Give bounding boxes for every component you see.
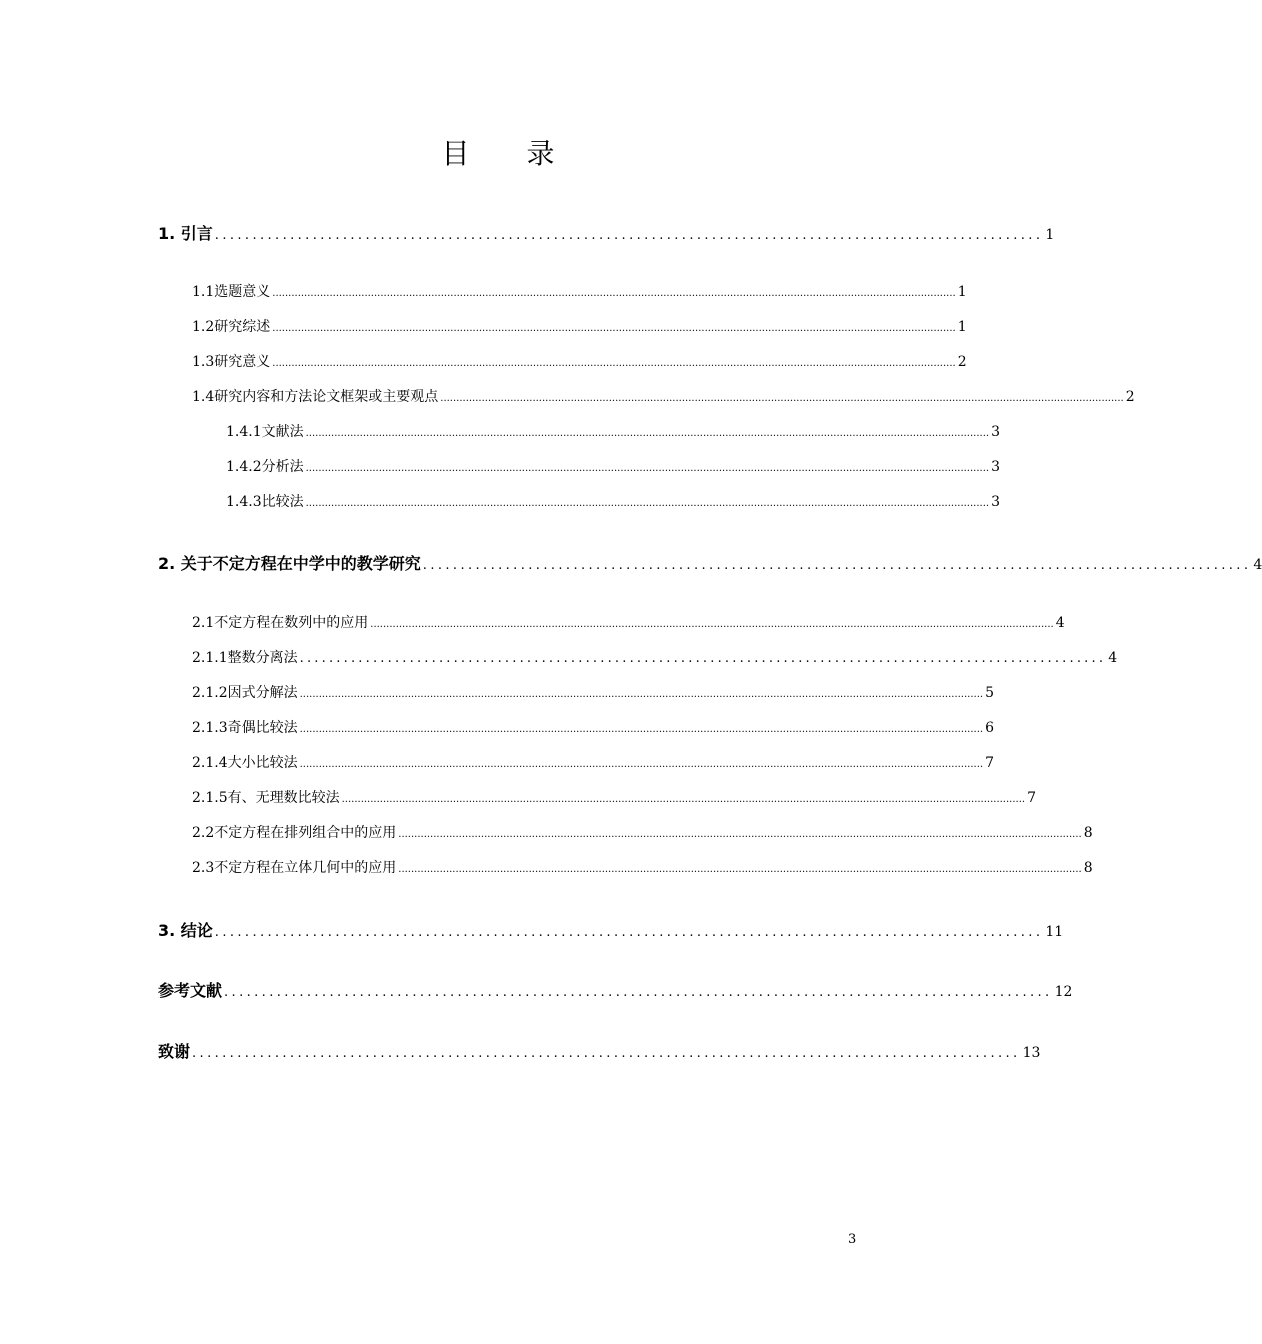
toc-entry-page: 8 [1083,825,1093,841]
toc-entry-1[interactable] [158,221,1055,244]
toc-entry-label: 1.3研究意义 [192,354,271,370]
dot-leader: .............................................................................................................. [299,651,1107,666]
dot-leader: .............................................................................................................. [214,228,1044,243]
dot-leader: .............................................................................................................. [224,985,1053,1000]
page-number: 3 [848,1232,857,1247]
toc-entry-label: 1.1选题意义 [192,284,271,300]
toc-entry-page: 6 [985,720,994,736]
toc-entry-page: 4 [1108,650,1118,666]
toc-entry-label: 1.4.1文献法 [226,424,304,440]
toc-entry-2[interactable] [158,551,1262,574]
dot-leader: ....................................................................................................................................................................................................................... [299,724,984,735]
toc-entry-page: 7 [985,755,994,771]
toc-entry-2-1-4[interactable] [192,752,994,772]
dot-leader: ....................................................................................................................................................................................................................... [305,498,990,509]
toc-entry-label: 1.2研究综述 [192,319,271,335]
toc-entry-page: 2 [957,354,967,370]
toc-entry-1-4[interactable] [192,386,1135,406]
toc-entry-page: 2 [1125,389,1135,405]
toc-entry-1-4-3[interactable] [226,491,1000,511]
toc-entry-label: 2.1不定方程在数列中的应用 [192,615,369,631]
dot-leader: ....................................................................................................................................................................................................................... [398,864,1082,875]
toc-entry-label: 2. 关于不定方程在中学中的教学研究 [158,554,421,573]
toc-entry-page: 1 [957,319,967,335]
toc-entry-label: 2.1.3奇偶比较法 [192,720,298,736]
dot-leader: .............................................................................................................. [214,925,1044,940]
toc-entry-label: 致谢 [158,1042,191,1061]
dot-leader: ....................................................................................................................................................................................................................... [305,428,990,439]
toc-entry-label: 2.2不定方程在排列组合中的应用 [192,825,397,841]
toc-entry-page: 3 [991,494,1000,510]
dot-leader: ....................................................................................................................................................................................................................... [305,463,990,474]
toc-entry-page: 4 [1253,557,1262,573]
toc-entry-label: 2.3不定方程在立体几何中的应用 [192,860,397,876]
dot-leader: ....................................................................................................................................................................................................................... [440,393,1124,404]
toc-entry-1-3[interactable] [192,351,967,371]
toc-entry-label: 2.1.1整数分离法 [192,650,298,666]
toc-entry-page: 11 [1045,924,1064,940]
toc-entry-label: 1. 引言 [158,224,213,243]
toc-entry-page: 5 [985,685,994,701]
toc-entry-2-1[interactable] [192,612,1065,632]
toc-entry-2-3[interactable] [192,857,1093,877]
dot-leader: ....................................................................................................................................................................................................................... [398,829,1082,840]
toc-entry-2-1-3[interactable] [192,717,994,737]
toc-entry-page: 3 [991,424,1000,440]
toc-entry-1-2[interactable] [192,316,967,336]
dot-leader: ....................................................................................................................................................................................................................... [272,288,956,299]
toc-entry-label: 2.1.5有、无理数比较法 [192,790,340,806]
dot-leader: ....................................................................................................................................................................................................................... [341,794,1026,805]
toc-entry-references[interactable] [158,978,1073,1001]
toc-title: 目 录 [441,137,579,170]
dot-leader: ....................................................................................................................................................................................................................... [272,323,956,334]
toc-entry-1-4-1[interactable] [226,421,1000,441]
toc-entry-page: 7 [1027,790,1036,806]
toc-entry-2-1-2[interactable] [192,682,994,702]
toc-entry-label: 2.1.4大小比较法 [192,755,298,771]
dot-leader: .............................................................................................................. [192,1046,1021,1061]
dot-leader: ....................................................................................................................................................................................................................... [370,619,1054,630]
toc-entry-page: 13 [1022,1045,1041,1061]
toc-entry-label: 1.4研究内容和方法论文框架或主要观点 [192,389,439,405]
toc-entry-label: 2.1.2因式分解法 [192,685,298,701]
toc-entry-page: 8 [1083,860,1093,876]
dot-leader: ....................................................................................................................................................................................................................... [299,689,984,700]
toc-entry-1-4-2[interactable] [226,456,1000,476]
toc-entry-2-1-5[interactable] [192,787,1036,807]
toc-entry-page: 3 [991,459,1000,475]
toc-entry-page: 1 [957,284,967,300]
toc-entry-page: 12 [1054,984,1073,1000]
dot-leader: .............................................................................................................. [422,558,1252,573]
toc-entry-2-1-1[interactable] [192,647,1118,667]
dot-leader: ....................................................................................................................................................................................................................... [272,358,956,369]
toc-entry-1-1[interactable] [192,281,967,301]
toc-entry-label: 3. 结论 [158,921,213,940]
toc-entry-page: 4 [1055,615,1065,631]
toc-entry-2-2[interactable] [192,822,1093,842]
toc-entry-page: 1 [1045,227,1055,243]
toc-entry-3[interactable] [158,918,1064,941]
dot-leader: ....................................................................................................................................................................................................................... [299,759,984,770]
toc-entry-label: 参考文献 [158,981,223,1000]
toc-entry-label: 1.4.2分析法 [226,459,304,475]
toc-entry-label: 1.4.3比较法 [226,494,304,510]
toc-entry-acknowledgements[interactable] [158,1039,1041,1062]
